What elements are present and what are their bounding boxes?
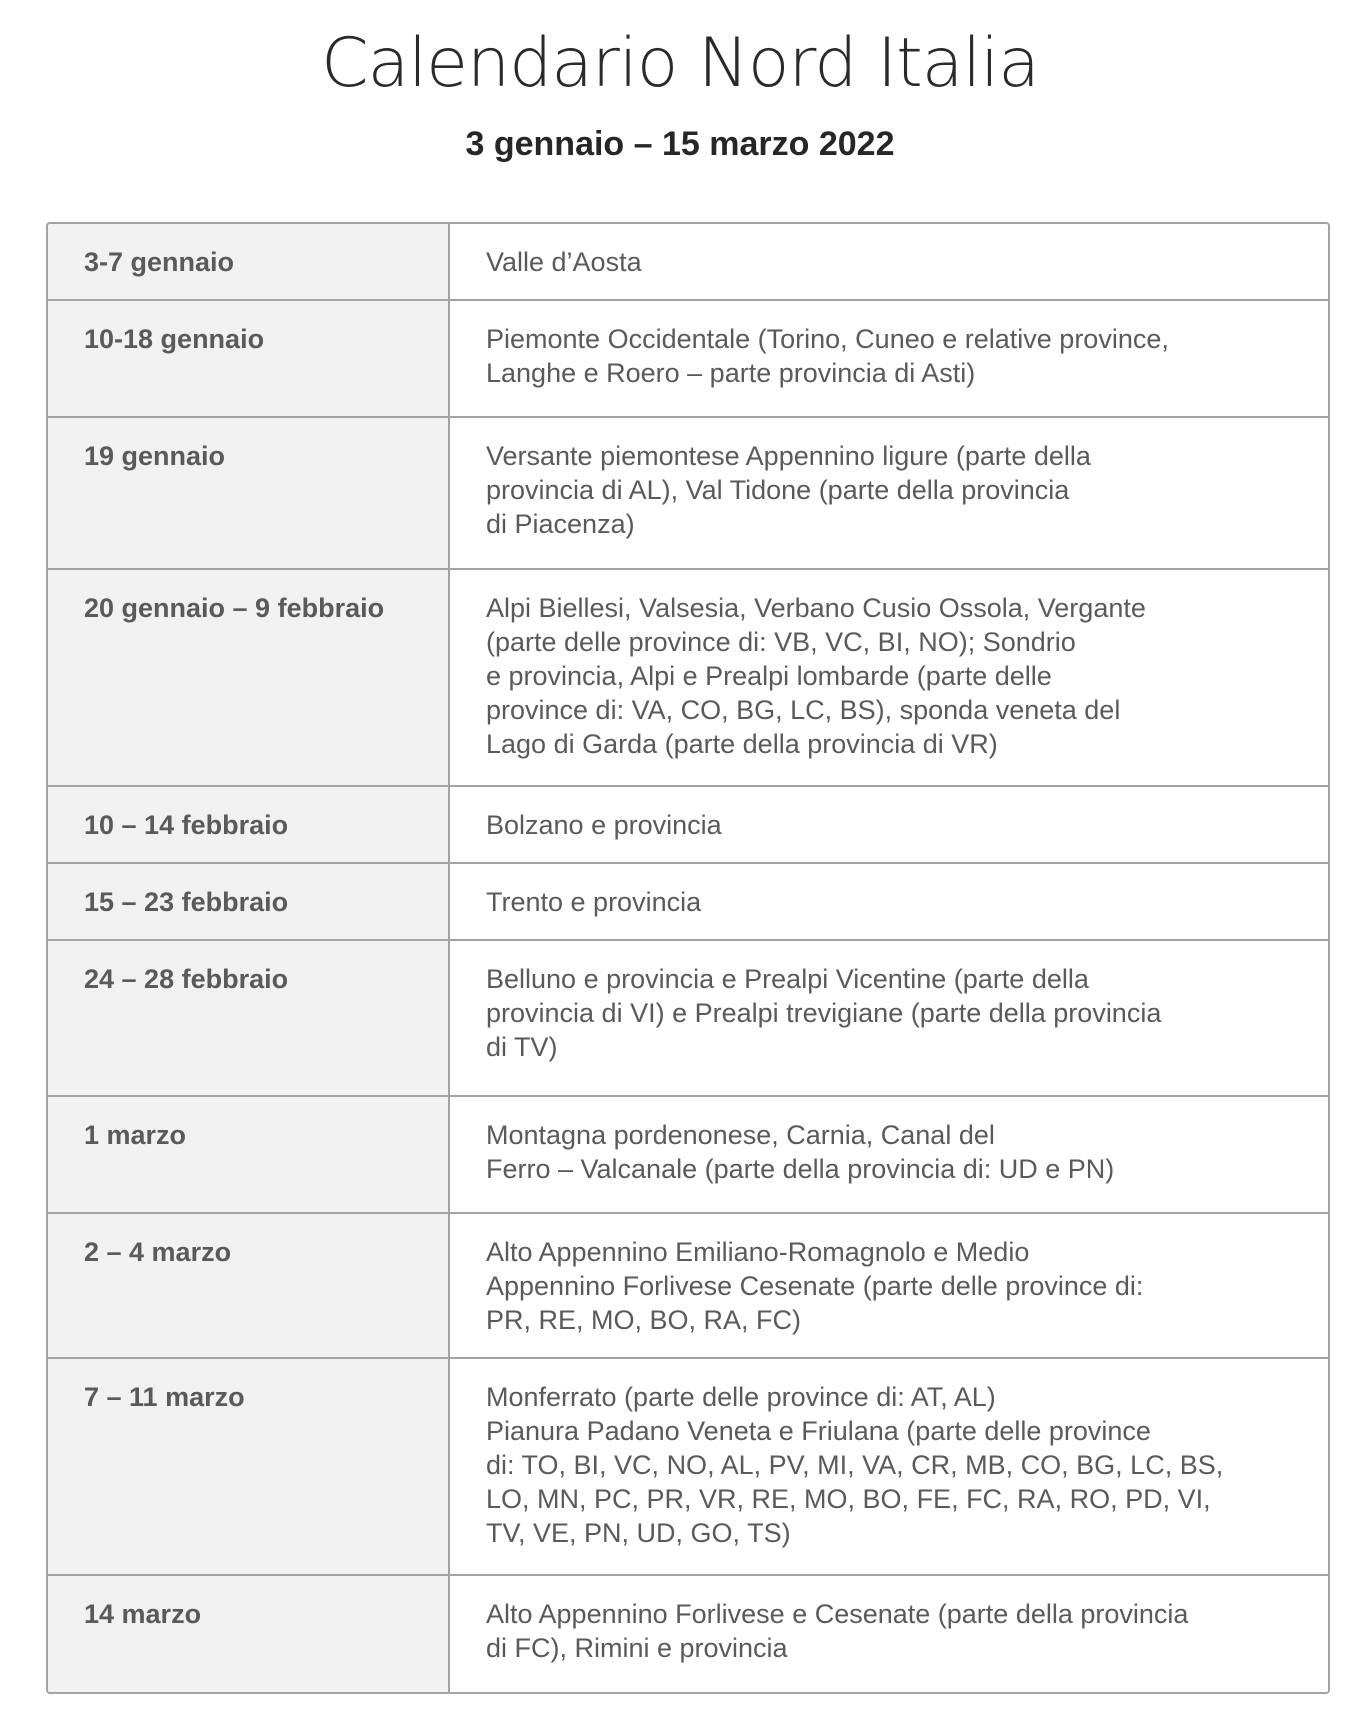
date-cell: 19 gennaio — [48, 417, 449, 569]
table-row — [48, 569, 1328, 786]
table-row — [48, 863, 1328, 940]
area-cell: Alto Appennino Emiliano-Romagnolo e Medio Appennino Forlivese Cesenate (parte delle province di: PR, RE, MO, BO, RA, FC) — [449, 1213, 1328, 1358]
date-cell: 15 – 23 febbraio — [48, 863, 449, 940]
date-cell: 14 marzo — [48, 1575, 449, 1692]
area-cell: Bolzano e provincia — [449, 786, 1328, 863]
date-cell: 2 – 4 marzo — [48, 1213, 449, 1358]
area-cell: Alto Appennino Forlivese e Cesenate (parte della provincia di FC), Rimini e provincia — [449, 1575, 1328, 1692]
area-cell: Monferrato (parte delle province di: AT, AL) Pianura Padano Veneta e Friulana (parte delle province di: TO, BI, VC, NO, AL, PV, MI, VA, CR, MB, CO, BG, LC, BS, LO, MN, PC, PR, VR, RE, MO, BO, FE, FC, RA, RO, PD, VI, TV, VE, PN, UD, GO, TS) — [449, 1358, 1328, 1575]
table-row — [48, 786, 1328, 863]
date-cell: 1 marzo — [48, 1096, 449, 1213]
table-row — [48, 1096, 1328, 1213]
area-cell: Piemonte Occidentale (Torino, Cuneo e relative province, Langhe e Roero – parte provincia di Asti) — [449, 300, 1328, 417]
table-row — [48, 300, 1328, 417]
page-title: Calendario Nord Italia — [321, 24, 1039, 103]
area-cell: Belluno e provincia e Prealpi Vicentine (parte della provincia di VI) e Prealpi trevigiane (parte della provincia di TV) — [449, 940, 1328, 1096]
table-row — [48, 940, 1328, 1096]
table-row — [48, 1213, 1328, 1358]
date-cell: 20 gennaio – 9 febbraio — [48, 569, 449, 786]
table-row — [48, 1358, 1328, 1575]
schedule-table — [46, 222, 1330, 1694]
date-cell: 3-7 gennaio — [48, 224, 449, 300]
page-subtitle: 3 gennaio – 15 marzo 2022 — [465, 125, 895, 163]
area-cell: Montagna pordenonese, Carnia, Canal del Ferro – Valcanale (parte della provincia di: UD e PN) — [449, 1096, 1328, 1213]
area-cell: Versante piemontese Appennino ligure (parte della provincia di AL), Val Tidone (parte della provincia di Piacenza) — [449, 417, 1328, 569]
date-cell: 24 – 28 febbraio — [48, 940, 449, 1096]
area-cell: Valle d’Aosta — [449, 224, 1328, 300]
date-cell: 7 – 11 marzo — [48, 1358, 449, 1575]
area-cell: Alpi Biellesi, Valsesia, Verbano Cusio Ossola, Vergante (parte delle province di: VB, VC, BI, NO); Sondrio e provincia, Alpi e Prealpi lombarde (parte delle province di: VA, CO, BG, LC, BS), sponda veneta del Lago di Garda (parte della provincia di VR) — [449, 569, 1328, 786]
table-row — [48, 1575, 1328, 1692]
date-cell: 10-18 gennaio — [48, 300, 449, 417]
area-cell: Trento e provincia — [449, 863, 1328, 940]
table-row — [48, 417, 1328, 569]
table-row — [48, 224, 1328, 300]
date-cell: 10 – 14 febbraio — [48, 786, 449, 863]
